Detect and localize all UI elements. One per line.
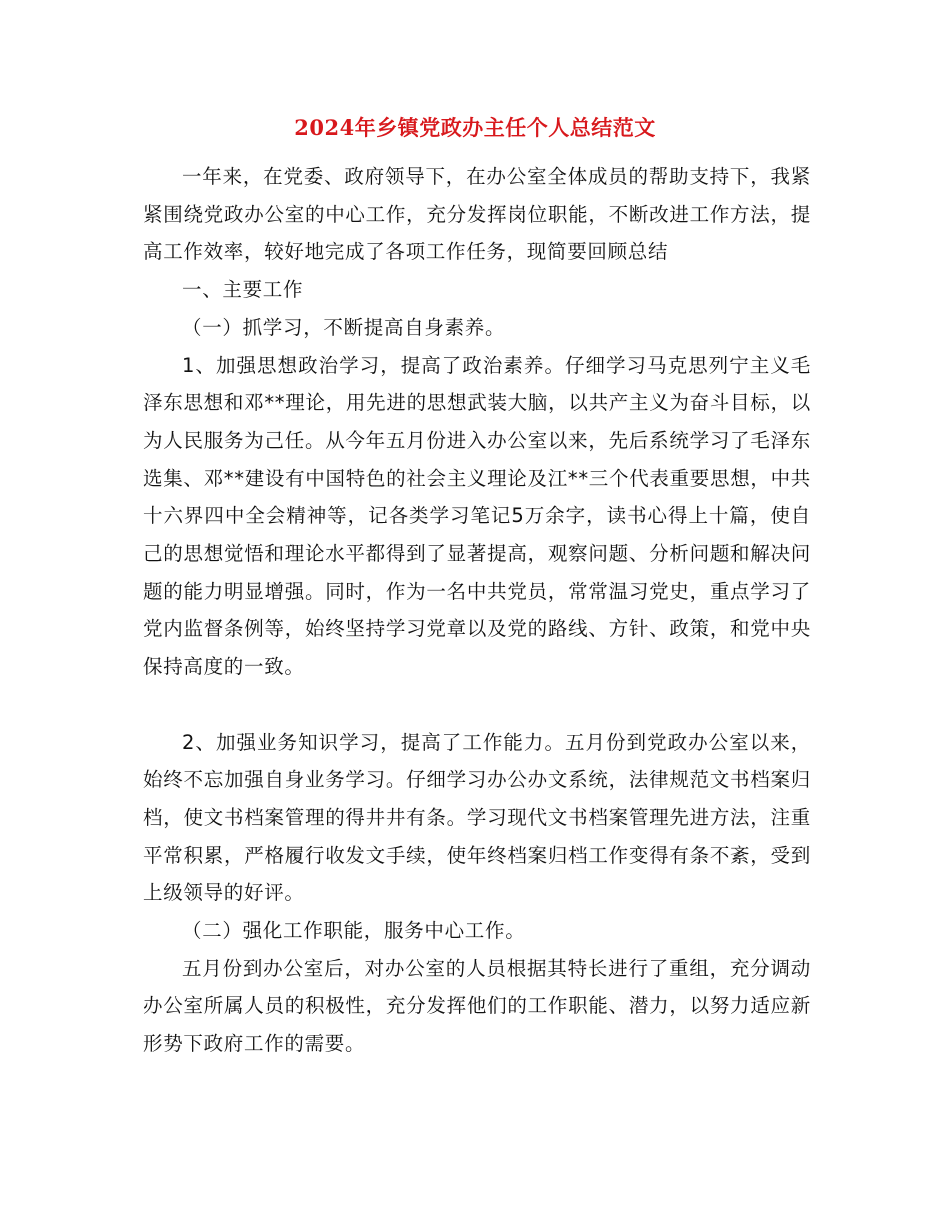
paragraph-business-study: 2、加强业务知识学习，提高了工作能力。五月份到党政办公室以来，始终不忘加强自身业务学习。仔细学习办公办文系统，法律规范文书档案归档，使文书档案管理的得井井有条。学习现代文书档案管理先进方法，注重平常积累，严格履行收发文手续，使年终档案归档工作变得有条不紊，受到上级领导的好评。 [143, 730, 811, 905]
paragraph-office-reorganization: 五月份到办公室后，对办公室的人员根据其特长进行了重组，充分调动办公室所属人员的积极性，充分发挥他们的工作职能、潜力，以努力适应新形势下政府工作的需要。 [143, 956, 811, 1056]
document-body [143, 158, 811, 1063]
subsection-heading-functions: （二）强化工作职能，服务中心工作。 [182, 919, 526, 943]
section-heading-main-work: 一、主要工作 [182, 278, 304, 302]
paragraph-political-study: 1、加强思想政治学习，提高了政治素养。仔细学习马克思列宁主义毛泽东思想和邓**理论，用先进的思想武装大脑，以共产主义为奋斗目标，以为人民服务为己任。从今年五月份进入办公室以来，先后系统学习了毛泽东选集、邓**建设有中国特色的社会主义理论及江**三个代表重要思想，中共十六界四中全会精神等，记各类学习笔记5万余字，读书心得上十篇，使自己的思想觉悟和理论水平都得到了显著提高，观察问题、分析问题和解决问题的能力明显增强。同时，作为一名中共党员，常常温习党史，重点学习了党内监督条例等，始终坚持学习党章以及党的路线、方针、政策，和党中央保持高度的一致。 [143, 353, 812, 679]
document-title: 2024年乡镇党政办主任个人总结范文 [294, 115, 656, 140]
subsection-heading-study: （一）抓学习，不断提高自身素养。 [182, 315, 506, 339]
paragraph-intro: 一年来，在党委、政府领导下，在办公室全体成员的帮助支持下，我紧紧围绕党政办公室的中心工作，充分发挥岗位职能，不断改进工作方法，提高工作效率，较好地完成了各项工作任务，现简要回顾总结 [143, 165, 811, 264]
